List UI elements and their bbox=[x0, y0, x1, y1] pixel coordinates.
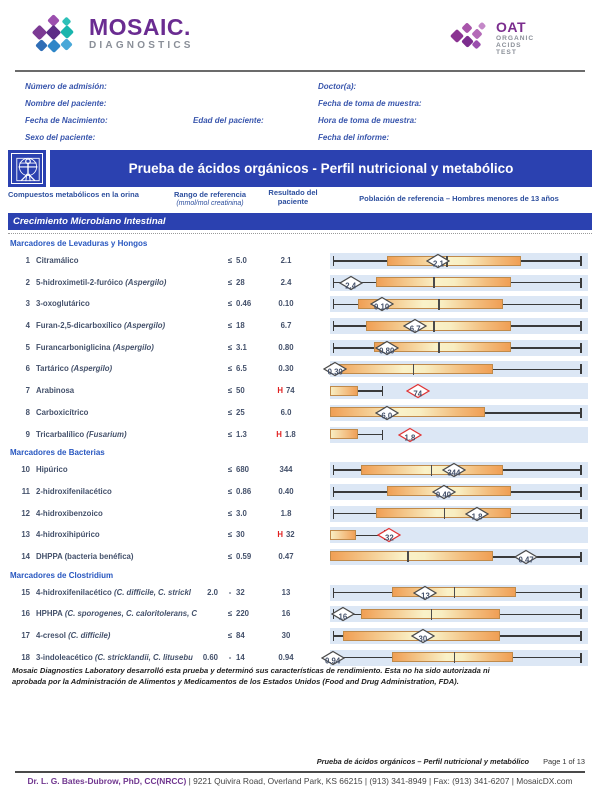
range-operator: ≤ bbox=[227, 386, 233, 396]
field-doctor: Doctor(a): bbox=[318, 82, 357, 91]
compound-number: 11 bbox=[21, 486, 30, 496]
patient-value-marker: 0.10 bbox=[370, 297, 394, 312]
range-operator: ≤ bbox=[227, 465, 233, 475]
compound-name: 2-hidroxifenilacético bbox=[36, 486, 112, 496]
result-value: 32 bbox=[285, 530, 295, 540]
range-value: 680 bbox=[236, 465, 250, 475]
result-cell bbox=[258, 524, 314, 546]
patient-value-marker: 0.80 bbox=[375, 340, 399, 355]
compound-name: Furancarboniglicina (Aspergilo) bbox=[36, 342, 154, 352]
header-divider bbox=[15, 70, 585, 72]
range-operator: ≤ bbox=[227, 609, 233, 619]
percentile-chart bbox=[330, 296, 588, 312]
result-cell bbox=[258, 337, 314, 359]
percentile-chart bbox=[330, 427, 588, 443]
result-cell bbox=[258, 424, 314, 446]
compound-species: (C. difficile) bbox=[65, 631, 111, 640]
section-bar bbox=[8, 213, 592, 230]
results-body bbox=[8, 236, 592, 668]
range-operator: - bbox=[228, 652, 232, 662]
compound-number: 1 bbox=[25, 256, 30, 265]
range-value: 50 bbox=[236, 386, 245, 396]
compound-row bbox=[8, 459, 592, 481]
percentile-chart bbox=[330, 585, 588, 601]
compound-species: (Aspergilo) bbox=[68, 364, 113, 374]
field-admission-number: Número de admisión: bbox=[25, 82, 107, 91]
result-value: 0.40 bbox=[278, 486, 294, 496]
result-cell bbox=[258, 358, 314, 380]
disclaimer-line1: Mosaic Diagnostics Laboratory desarrolló esta prueba y determinó sus características de rendimiento. Esta no ha sido autorizada ni bbox=[12, 666, 490, 675]
patient-value-marker: 6.7 bbox=[403, 319, 427, 334]
compound-name: 3-oxoglutárico bbox=[36, 299, 90, 309]
result-cell bbox=[258, 380, 314, 402]
compound-number: 8 bbox=[25, 407, 30, 417]
compound-number: 7 bbox=[25, 386, 30, 396]
patient-value-marker: 0.94 bbox=[321, 650, 345, 665]
compound-number: 6 bbox=[25, 364, 30, 374]
range-operator: ≤ bbox=[227, 530, 233, 540]
compound-row bbox=[8, 582, 592, 604]
compound-row bbox=[8, 402, 592, 424]
compound-name: Hipúrico bbox=[36, 465, 68, 475]
compound-name: 5-hidroximetil-2-furóico (Aspergilo) bbox=[36, 277, 167, 287]
range-value: 3.0 bbox=[236, 508, 247, 518]
field-birth-date: Fecha de Nacimiento: bbox=[25, 116, 108, 125]
compound-species: (C. difficile, C. strickl bbox=[111, 587, 191, 597]
percentile-chart bbox=[330, 253, 588, 269]
range-header-label: Rango de referencia bbox=[173, 190, 247, 199]
compound-name: HPHPA (C. sporogenes, C. caloritolerans, C bbox=[36, 609, 198, 619]
result-header-line1: Resultado del bbox=[268, 188, 318, 197]
compound-name: 4-hidroxihipúrico bbox=[36, 530, 100, 540]
field-patient-sex: Sexo del paciente: bbox=[25, 133, 96, 142]
range-value: 30 bbox=[236, 530, 245, 540]
result-value: 13 bbox=[281, 587, 291, 597]
compound-row bbox=[8, 293, 592, 315]
result-cell bbox=[258, 503, 314, 525]
compound-species: (Fusarium) bbox=[84, 429, 127, 439]
patient-value-marker: 16 bbox=[331, 607, 355, 622]
compound-number: 13 bbox=[21, 530, 30, 540]
high-flag: H bbox=[276, 429, 282, 439]
range-value: 0.86 bbox=[236, 486, 252, 496]
compound-name: 4-hidroxibenzoico bbox=[36, 508, 103, 518]
patient-value-marker: 13 bbox=[413, 585, 437, 600]
high-flag: H bbox=[277, 530, 283, 540]
compound-row bbox=[8, 337, 592, 359]
result-value: 1.8 bbox=[280, 508, 292, 518]
result-cell bbox=[258, 603, 314, 625]
result-cell bbox=[258, 315, 314, 337]
compound-number: 12 bbox=[21, 508, 30, 518]
footer-doc-title: Prueba de ácidos orgánicos – Perfil nutricional y metabólico bbox=[316, 757, 530, 766]
patient-value-marker: 32 bbox=[377, 528, 401, 543]
percentile-chart bbox=[324, 650, 588, 666]
brand-name: MOSAIC. bbox=[89, 14, 191, 40]
percentile-chart bbox=[330, 405, 588, 421]
percentile-chart bbox=[330, 606, 588, 622]
compound-name: Tricarbalílico (Fusarium) bbox=[36, 429, 127, 439]
patient-value-marker: 0.30 bbox=[323, 362, 347, 377]
range-operator: ≤ bbox=[227, 429, 233, 439]
compound-species: (Aspergilo) bbox=[110, 342, 154, 352]
compound-name: 4-hidroxifenilacético (C. difficile, C. strickl bbox=[36, 587, 191, 597]
patient-value-marker: 30 bbox=[411, 629, 435, 644]
compound-species: (Aspergilo) bbox=[121, 321, 166, 331]
compound-row bbox=[8, 503, 592, 525]
compound-name: 3-indoleacético (C. stricklandii, C. litusebu bbox=[36, 652, 193, 662]
section-title: Crecimiento Microbiano Intestinal bbox=[13, 216, 166, 227]
percentile-chart bbox=[330, 549, 588, 565]
report-title-bar bbox=[50, 150, 592, 187]
range-operator: ≤ bbox=[227, 321, 233, 331]
result-value: 6.7 bbox=[280, 321, 292, 331]
range-value: 28 bbox=[236, 277, 245, 287]
range-operator: ≤ bbox=[227, 256, 233, 265]
percentile-chart bbox=[330, 527, 588, 543]
compound-row bbox=[8, 546, 592, 568]
compound-number: 14 bbox=[21, 551, 30, 561]
fda-disclaimer bbox=[12, 666, 568, 687]
percentile-chart bbox=[330, 275, 588, 291]
patient-value-marker: 344 bbox=[442, 463, 466, 478]
patient-value-marker: 0.40 bbox=[432, 484, 456, 499]
result-cell bbox=[258, 459, 314, 481]
compound-name: Carboxicítrico bbox=[36, 407, 89, 417]
oat-subtitle: ORGANIC ACIDS TEST bbox=[496, 35, 535, 56]
result-value: 0.10 bbox=[278, 299, 294, 309]
compound-number: 5 bbox=[25, 342, 30, 352]
column-header-population: Población de referencia – Hombres menores de 13 años bbox=[359, 194, 559, 203]
compound-number: 16 bbox=[21, 609, 30, 619]
range-value: 0.46 bbox=[236, 299, 252, 309]
result-value: 0.94 bbox=[278, 652, 294, 662]
group-label: Marcadores de Clostridium bbox=[10, 570, 114, 580]
field-sample-time: Hora de toma de muestra: bbox=[318, 116, 417, 125]
result-value: 0.80 bbox=[278, 342, 294, 352]
compound-row bbox=[8, 358, 592, 380]
result-value: 6.0 bbox=[280, 407, 292, 417]
percentile-chart bbox=[330, 484, 588, 500]
range-operator: ≤ bbox=[227, 508, 233, 518]
percentile-chart bbox=[327, 361, 588, 377]
range-value: 5.0 bbox=[236, 256, 247, 265]
page-footer bbox=[317, 757, 585, 766]
range-low: 0.60 bbox=[202, 652, 218, 662]
column-header-compounds: Compuestos metabólicos en la orina bbox=[8, 190, 139, 199]
percentile-chart bbox=[330, 318, 588, 334]
oat-diamonds-icon bbox=[452, 21, 488, 53]
compound-number: 17 bbox=[21, 631, 30, 640]
patient-value-marker: 74 bbox=[406, 384, 430, 399]
patient-value-marker: 1.8 bbox=[398, 427, 422, 442]
compound-row bbox=[8, 380, 592, 402]
result-value: 30 bbox=[281, 631, 291, 640]
page-number: Page 1 of 13 bbox=[543, 757, 585, 766]
result-value: 2.1 bbox=[280, 256, 292, 265]
patient-value-marker: 1.8 bbox=[465, 506, 489, 521]
result-value: 0.30 bbox=[278, 364, 294, 374]
result-value: 344 bbox=[279, 465, 293, 475]
range-value: 1.3 bbox=[236, 429, 247, 439]
brand-subtitle: DIAGNOSTICS bbox=[89, 40, 194, 51]
range-value: 6.5 bbox=[236, 364, 247, 374]
compound-number: 18 bbox=[21, 652, 30, 662]
compound-name: DHPPA (bacteria benéfica) bbox=[36, 551, 134, 561]
compound-species: (C. sporogenes, C. caloritolerans, C bbox=[62, 609, 198, 619]
compound-row bbox=[8, 603, 592, 625]
field-patient-name: Nombre del paciente: bbox=[25, 99, 107, 108]
compound-species: (Aspergilo) bbox=[123, 277, 167, 287]
compound-row bbox=[8, 424, 592, 446]
compound-row bbox=[8, 315, 592, 337]
range-value: 18 bbox=[236, 321, 245, 331]
compound-row bbox=[8, 524, 592, 546]
range-value: 3.1 bbox=[236, 342, 247, 352]
range-operator: ≤ bbox=[227, 486, 233, 496]
compound-name: 4-cresol (C. difficile) bbox=[36, 631, 111, 640]
range-value: 32 bbox=[236, 587, 245, 597]
result-cell bbox=[258, 625, 314, 647]
oat-name: OAT bbox=[496, 19, 527, 35]
patient-value-marker: 2.1 bbox=[426, 254, 450, 269]
result-value: 2.4 bbox=[280, 277, 292, 287]
lab-director-name: Dr. L. G. Bates-Dubrow, PhD, CC(NRCC) bbox=[27, 776, 187, 786]
range-value: 25 bbox=[236, 407, 245, 417]
percentile-chart bbox=[330, 628, 588, 644]
range-operator: ≤ bbox=[227, 631, 233, 640]
range-header-units: (mmol/mol creatinina) bbox=[176, 200, 244, 207]
range-value: 84 bbox=[236, 631, 245, 640]
result-cell bbox=[258, 481, 314, 503]
compound-number: 2 bbox=[25, 277, 30, 287]
range-operator: ≤ bbox=[227, 407, 233, 417]
field-sample-date: Fecha de toma de muestra: bbox=[318, 99, 422, 108]
result-cell bbox=[258, 250, 314, 272]
patient-info bbox=[25, 82, 585, 146]
range-operator: ≤ bbox=[227, 364, 233, 374]
result-header-line2: paciente bbox=[277, 197, 309, 206]
mosaic-diamonds-icon bbox=[33, 16, 79, 62]
range-value: 0.59 bbox=[236, 551, 252, 561]
compound-number: 15 bbox=[21, 587, 30, 597]
lab-address: | 9221 Quivira Road, Overland Park, KS 66215 | (913) 341-8949 | Fax: (913) 341-6207 | MosaicDX.com bbox=[186, 776, 573, 786]
percentile-chart bbox=[330, 340, 588, 356]
percentile-chart bbox=[330, 506, 588, 522]
percentile-chart bbox=[330, 462, 588, 478]
compound-row bbox=[8, 272, 592, 294]
result-cell bbox=[258, 402, 314, 424]
result-value: 0.47 bbox=[278, 551, 294, 561]
compound-number: 3 bbox=[25, 299, 30, 309]
compound-name: Furan-2,5-dicarboxílico (Aspergilo) bbox=[36, 321, 166, 331]
result-value: 74 bbox=[285, 386, 295, 396]
compound-number: 9 bbox=[25, 429, 30, 439]
compound-species: (C. stricklandii, C. litusebu bbox=[92, 652, 193, 662]
compound-row bbox=[8, 250, 592, 272]
lab-contact-bar bbox=[0, 776, 600, 786]
compound-name: Tartárico (Aspergilo) bbox=[36, 364, 113, 374]
group-label: Marcadores de Bacterias bbox=[10, 448, 105, 458]
compound-number: 10 bbox=[21, 465, 30, 475]
patient-value-marker: 6.0 bbox=[375, 405, 399, 420]
field-patient-age: Edad del paciente: bbox=[193, 116, 264, 125]
percentile-chart bbox=[330, 383, 588, 399]
result-cell bbox=[258, 546, 314, 568]
report-title: Prueba de ácidos orgánicos - Perfil nutricional y metabólico bbox=[128, 161, 514, 176]
range-operator: - bbox=[228, 587, 232, 597]
compound-row bbox=[8, 481, 592, 503]
column-header-range bbox=[160, 190, 260, 208]
compound-row bbox=[8, 625, 592, 647]
compound-number: 4 bbox=[25, 321, 30, 331]
disclaimer-line2: aprobada por la Administración de Alimentos y Medicamentos de los Estados Unidos (Food and Drug Administration, FDA). bbox=[12, 676, 459, 686]
compound-name: Citramálico bbox=[36, 256, 79, 265]
vitruvian-man-icon bbox=[8, 150, 46, 187]
range-operator: ≤ bbox=[227, 277, 233, 287]
result-cell bbox=[258, 272, 314, 294]
patient-value-marker: 0.47 bbox=[514, 549, 538, 564]
result-value: 16 bbox=[281, 609, 291, 619]
result-value: 1.8 bbox=[284, 429, 296, 439]
footer-divider bbox=[15, 771, 585, 773]
group-label: Marcadores de Levaduras y Hongos bbox=[10, 239, 148, 248]
range-value: 220 bbox=[236, 609, 250, 619]
high-flag: H bbox=[277, 386, 283, 396]
result-cell bbox=[258, 582, 314, 604]
column-header-result bbox=[263, 188, 323, 206]
range-low: 2.0 bbox=[207, 587, 218, 597]
patient-value-marker: 2.4 bbox=[339, 275, 363, 290]
range-operator: ≤ bbox=[227, 551, 233, 561]
section-divider bbox=[8, 233, 592, 234]
field-report-date: Fecha del informe: bbox=[318, 133, 390, 142]
range-operator: ≤ bbox=[227, 342, 233, 352]
range-value: 14 bbox=[236, 652, 245, 662]
range-operator: ≤ bbox=[227, 299, 233, 309]
compound-name: Arabinosa bbox=[36, 386, 75, 396]
result-cell bbox=[258, 293, 314, 315]
